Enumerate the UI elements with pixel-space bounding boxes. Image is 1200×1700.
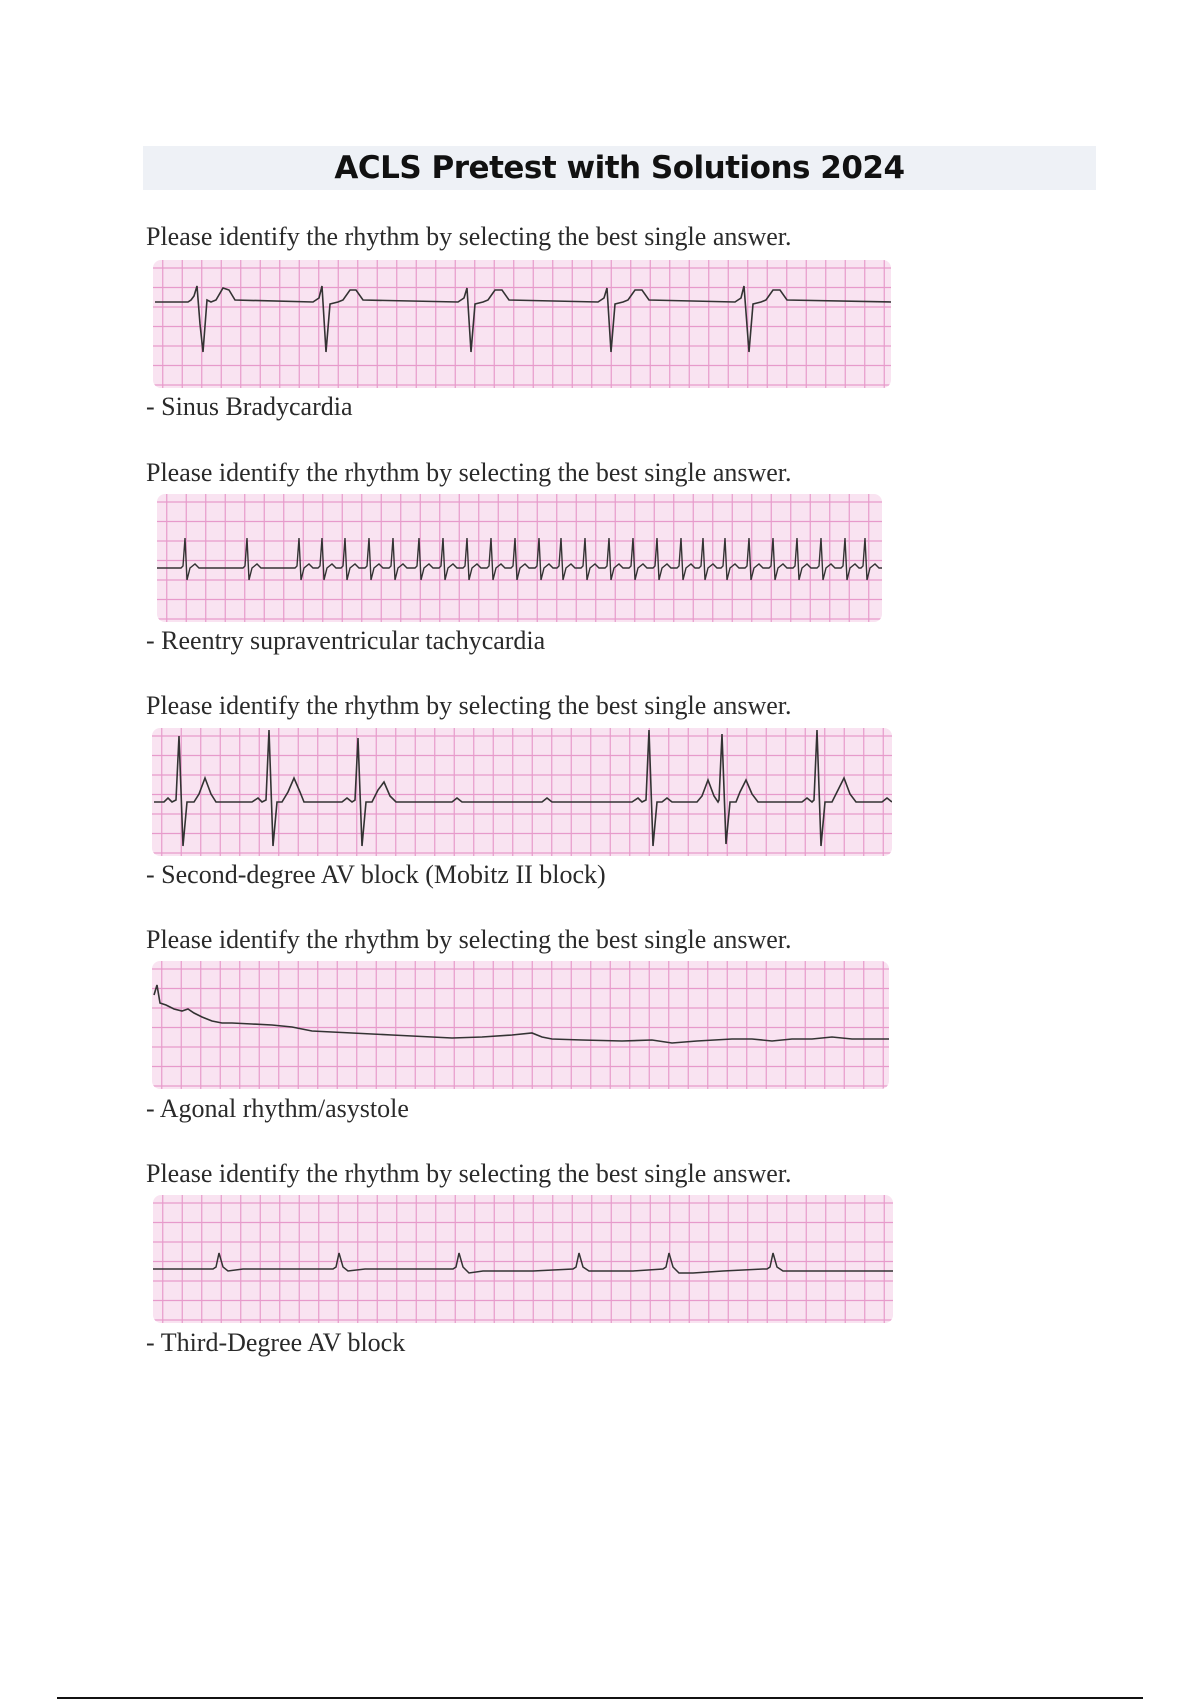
answer-text: - Agonal rhythm/asystole: [146, 1094, 409, 1123]
ecg-grid: [152, 728, 892, 856]
ecg-strip-svg: [157, 494, 882, 622]
ecg-strip-svg: [152, 961, 889, 1089]
ecg-strip-svg: [152, 728, 892, 856]
question-prompt: Please identify the rhythm by selecting the best single answer.: [146, 691, 792, 720]
answer-text: - Sinus Bradycardia: [146, 392, 353, 421]
page-title: ACLS Pretest with Solutions 2024: [334, 150, 905, 186]
ecg-strip: [152, 728, 892, 856]
ecg-strip: [153, 260, 891, 388]
ecg-strip: [157, 494, 882, 622]
ecg-grid: [157, 494, 882, 622]
question-prompt: Please identify the rhythm by selecting the best single answer.: [146, 925, 792, 954]
ecg-grid: [153, 260, 891, 388]
footer-rule: [57, 1697, 1143, 1699]
ecg-trace: [154, 730, 892, 846]
title-bar: [143, 146, 1096, 190]
answer-text: - Third-Degree AV block: [146, 1328, 406, 1357]
ecg-strip: [152, 961, 889, 1089]
ecg-strip-svg: [153, 260, 891, 388]
ecg-strip: [153, 1195, 893, 1323]
ecg-trace: [154, 985, 889, 1043]
ecg-grid: [153, 1195, 893, 1323]
question-prompt: Please identify the rhythm by selecting the best single answer.: [146, 222, 792, 251]
answer-text: - Reentry supraventricular tachycardia: [146, 626, 546, 655]
ecg-trace: [153, 1253, 893, 1273]
ecg-trace: [155, 286, 891, 352]
ecg-trace: [157, 538, 882, 580]
answer-text: - Second-degree AV block (Mobitz II block): [146, 860, 606, 889]
ecg-strip-svg: [153, 1195, 893, 1323]
question-prompt: Please identify the rhythm by selecting the best single answer.: [146, 1159, 792, 1188]
question-prompt: Please identify the rhythm by selecting the best single answer.: [146, 458, 792, 487]
